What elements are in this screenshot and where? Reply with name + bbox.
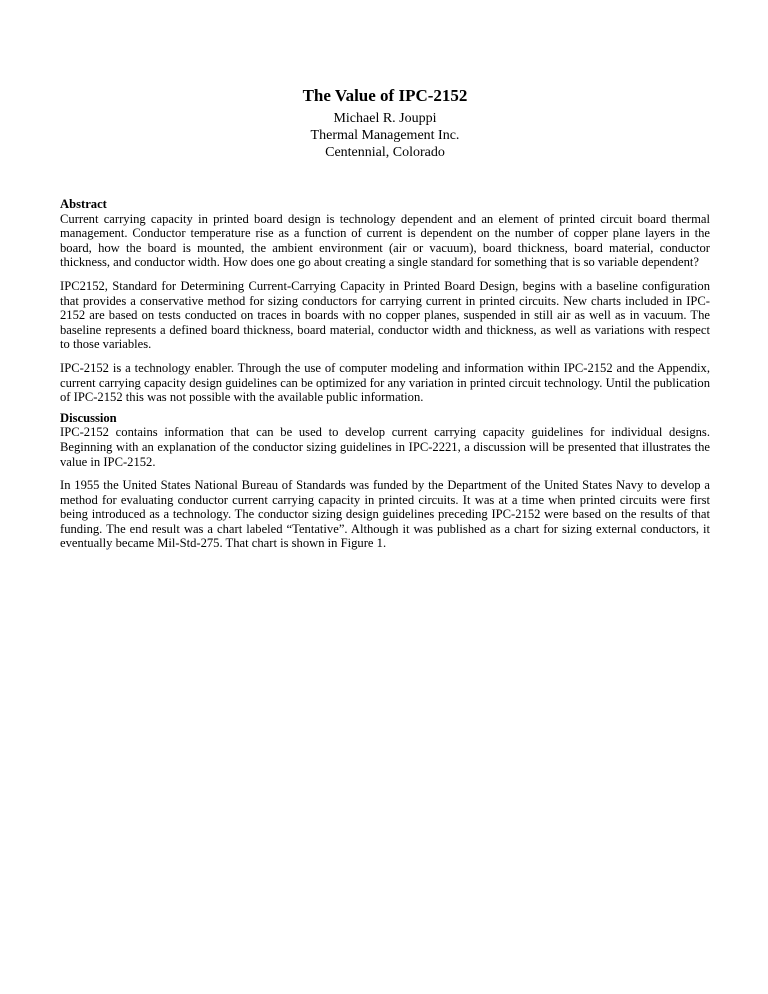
section-abstract xyxy=(60,197,710,405)
discussion-heading: Discussion xyxy=(60,410,117,425)
discussion-paragraph-2: In 1955 the United States National Bureau of Standards was funded by the Department of the United States Navy to develop a method for evaluating conductor current carrying capacity in printed circuits. It was at a time when printed circuits were first being introduced as a technology. The conductor sizing design guidelines preceding IPC-2152 were based on the results of that funding. The end result was a chart labeled “Tentative”. Although it was published as a chart for sizing external conductors, it eventually became Mil-Std-275. That chart is shown in Figure 1. xyxy=(60,478,710,551)
abstract-paragraph-1: Current carrying capacity in printed board design is technology dependent and an element of printed circuit board thermal management. Conductor temperature rise as a function of current is dependent on the number of copper plane layers in the board, how the board is mounted, the ambient environment (air or vacuum), board thickness, board material, conductor thickness, and conductor width. How does one go about creating a single standard for something that is so variable dependent? xyxy=(60,211,710,270)
abstract-heading: Abstract xyxy=(60,197,107,211)
title-block xyxy=(60,86,710,161)
author-location: Centennial, Colorado xyxy=(325,145,445,160)
abstract-paragraph-3: IPC-2152 is a technology enabler. Through the use of computer modeling and information within IPC-2152 and the Appendix, current carrying capacity design guidelines can be optimized for any variation in printed circuit technology. Until the publication of IPC-2152 this was not possible with the available public information. xyxy=(60,360,710,405)
section-discussion xyxy=(60,411,710,551)
author-name: Michael R. Jouppi xyxy=(333,111,437,126)
discussion-paragraph-1: IPC-2152 contains information that can be used to develop current carrying capacity guidelines for individual designs. Beginning with an explanation of the conductor sizing guidelines in IPC-2221, a discussion will be presented that illustrates the value in IPC-2152. xyxy=(60,425,710,469)
author-affiliation: Thermal Management Inc. xyxy=(310,128,460,143)
abstract-paragraph-2: IPC2152, Standard for Determining Current-Carrying Capacity in Printed Board Design, begins with a baseline configuration that provides a conservative method for sizing conductors for carrying current in printed circuits. New charts included in IPC-2152 are based on tests conducted on traces in boards with no copper planes, suspended in still air as well as in vacuum. The baseline represents a defined board thickness, board material, conductor width and thickness, as well as variations with respect to those variables. xyxy=(60,278,710,352)
paper-title: The Value of IPC-2152 xyxy=(302,86,468,105)
